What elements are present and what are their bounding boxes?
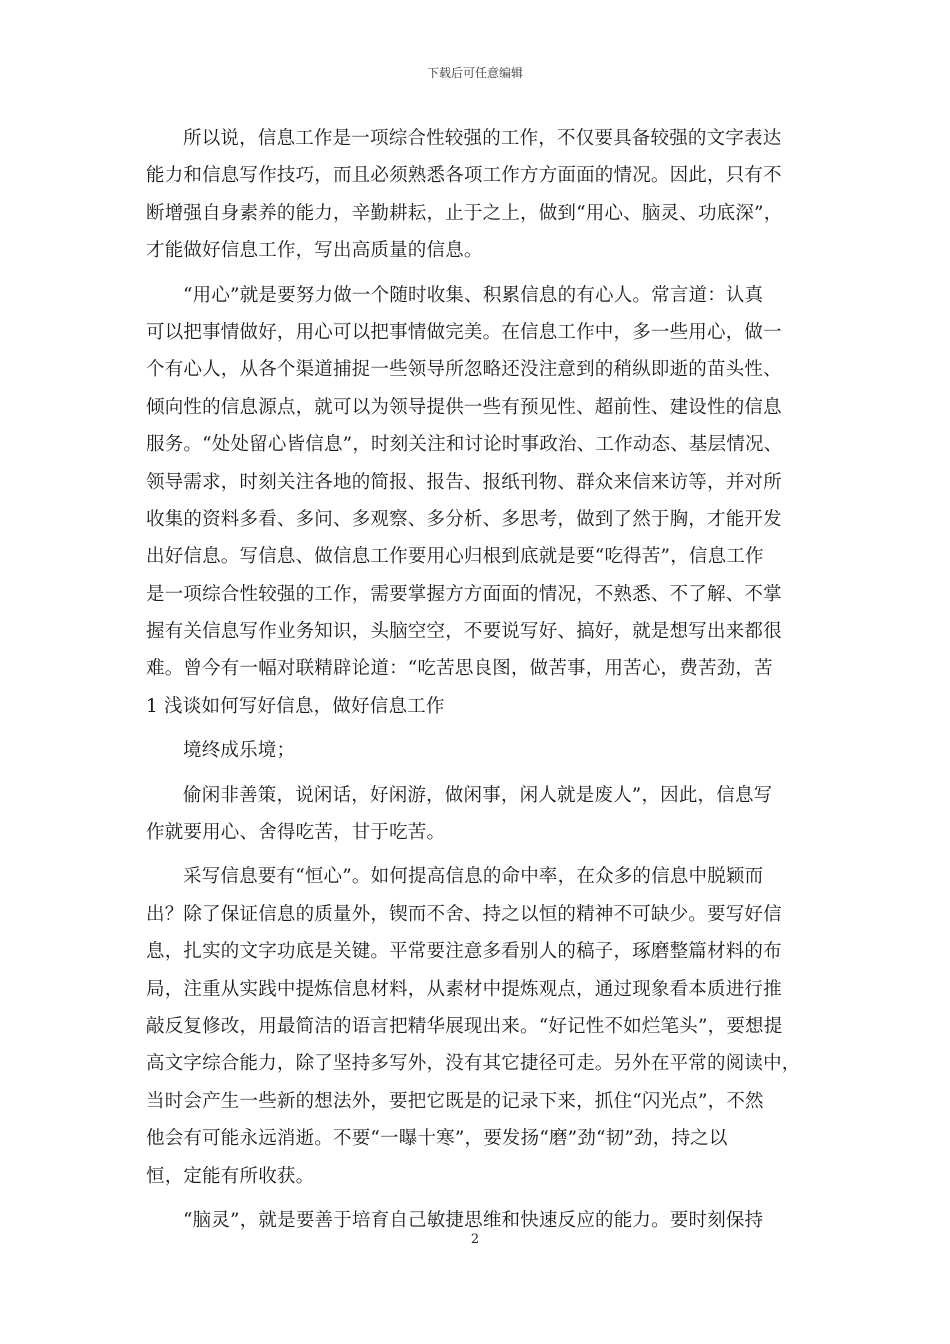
text-line: 才能做好信息工作，写出高质量的信息。: [146, 240, 483, 262]
text-line: 恒，定能有所收获。: [146, 1165, 315, 1187]
text-line: 个有心人，从各个渠道捕捉一些领导所忽略还没注意到的稍纵即逝的苗头性、: [146, 359, 782, 381]
text-line: 采写信息要有“恒心”。如何提高信息的命中率，在众多的信息中脱颖而: [183, 866, 764, 888]
text-line: “用心”就是要努力做一个随时收集、积累信息的有心人。常言道：认真: [183, 284, 764, 306]
text-line: 领导需求，时刻关注各地的简报、报告、报纸刊物、群众来信来访等，并对所: [146, 471, 782, 493]
text-line: 他会有可能永远消逝。不要“一曝十寒”，要发扬“磨”劲“韧”劲，持之以: [146, 1128, 728, 1150]
text-line: 收集的资料多看、多问、多观察、多分析、多思考，做到了然于胸，才能开发: [146, 508, 782, 530]
text-line: 出？除了保证信息的质量外，锲而不舍、持之以恒的精神不可缺少。要写好信: [146, 903, 782, 925]
text-line: 断增强自身素养的能力，辛勤耕耘，止于之上，做到“用心、脑灵、功底深”，: [146, 202, 783, 224]
text-line: 出好信息。写信息、做信息工作要用心归根到底就是要“吃得苦”，信息工作: [146, 546, 764, 568]
document-body: [146, 120, 826, 1239]
paragraph: [146, 277, 826, 726]
text-line: 局，注重从实践中提炼信息材料，从素材中提炼观点，通过现象看本质进行推: [146, 978, 782, 1000]
page-number: 2: [470, 1232, 480, 1247]
text-line: 握有关信息写作业务知识，头脑空空，不要说写好、搞好，就是想写出来都很: [146, 621, 782, 643]
text-line: 偷闲非善策，说闲话，好闲游，做闲事，闲人就是废人”，因此，信息写: [183, 784, 773, 806]
text-line: 境终成乐境；: [183, 740, 296, 762]
paragraph: [146, 732, 826, 769]
paragraph: [146, 777, 826, 852]
text-line: 倾向性的信息源点，就可以为领导提供一些有预见性、超前性、建设性的信息: [146, 396, 782, 418]
paragraph: [146, 858, 826, 1195]
text-line: 是一项综合性较强的工作，需要掌握方方面面的情况，不熟悉、不了解、不掌: [146, 583, 782, 605]
text-line: 可以把事情做好，用心可以把事情做完美。在信息工作中，多一些用心，做一: [146, 321, 782, 343]
text-line: 高文字综合能力，除了坚持多写外，没有其它捷径可走。另外在平常的阅读中，: [146, 1053, 801, 1075]
text-line: 能力和信息写作技巧，而且必须熟悉各项工作方方面面的情况。因此，只有不: [146, 165, 782, 187]
text-line: 服务。“处处留心皆信息”，时刻关注和讨论时事政治、工作动态、基层情况、: [146, 434, 783, 456]
text-line: 难。曾今有一幅对联精辟论道：“吃苦思良图，做苦事，用苦心，费苦劲，苦: [146, 658, 773, 680]
text-line: “脑灵”，就是要善于培育自己敏捷思维和快速反应的能力。要时刻保持: [183, 1209, 764, 1231]
text-line: 作就要用心、舍得吃苦，甘于吃苦。: [146, 822, 446, 844]
text-line: 息，扎实的文字功底是关键。平常要注意多看别人的稿子，琢磨整篇材料的布: [146, 941, 782, 963]
text-line: 敲反复修改，用最简洁的语言把精华展现出来。“好记性不如烂笔头”，要想提: [146, 1015, 783, 1037]
text-line: 所以说，信息工作是一项综合性较强的工作，不仅要具备较强的文字表达: [183, 128, 782, 149]
text-line: 当时会产生一些新的想法外，要把它既是的记录下来，抓住“闪光点”，不然: [146, 1090, 764, 1112]
paragraph: [146, 120, 826, 270]
text-line: 1 浅谈如何写好信息，做好信息工作: [146, 695, 445, 717]
page-header: 下载后可任意编辑: [426, 66, 523, 80]
